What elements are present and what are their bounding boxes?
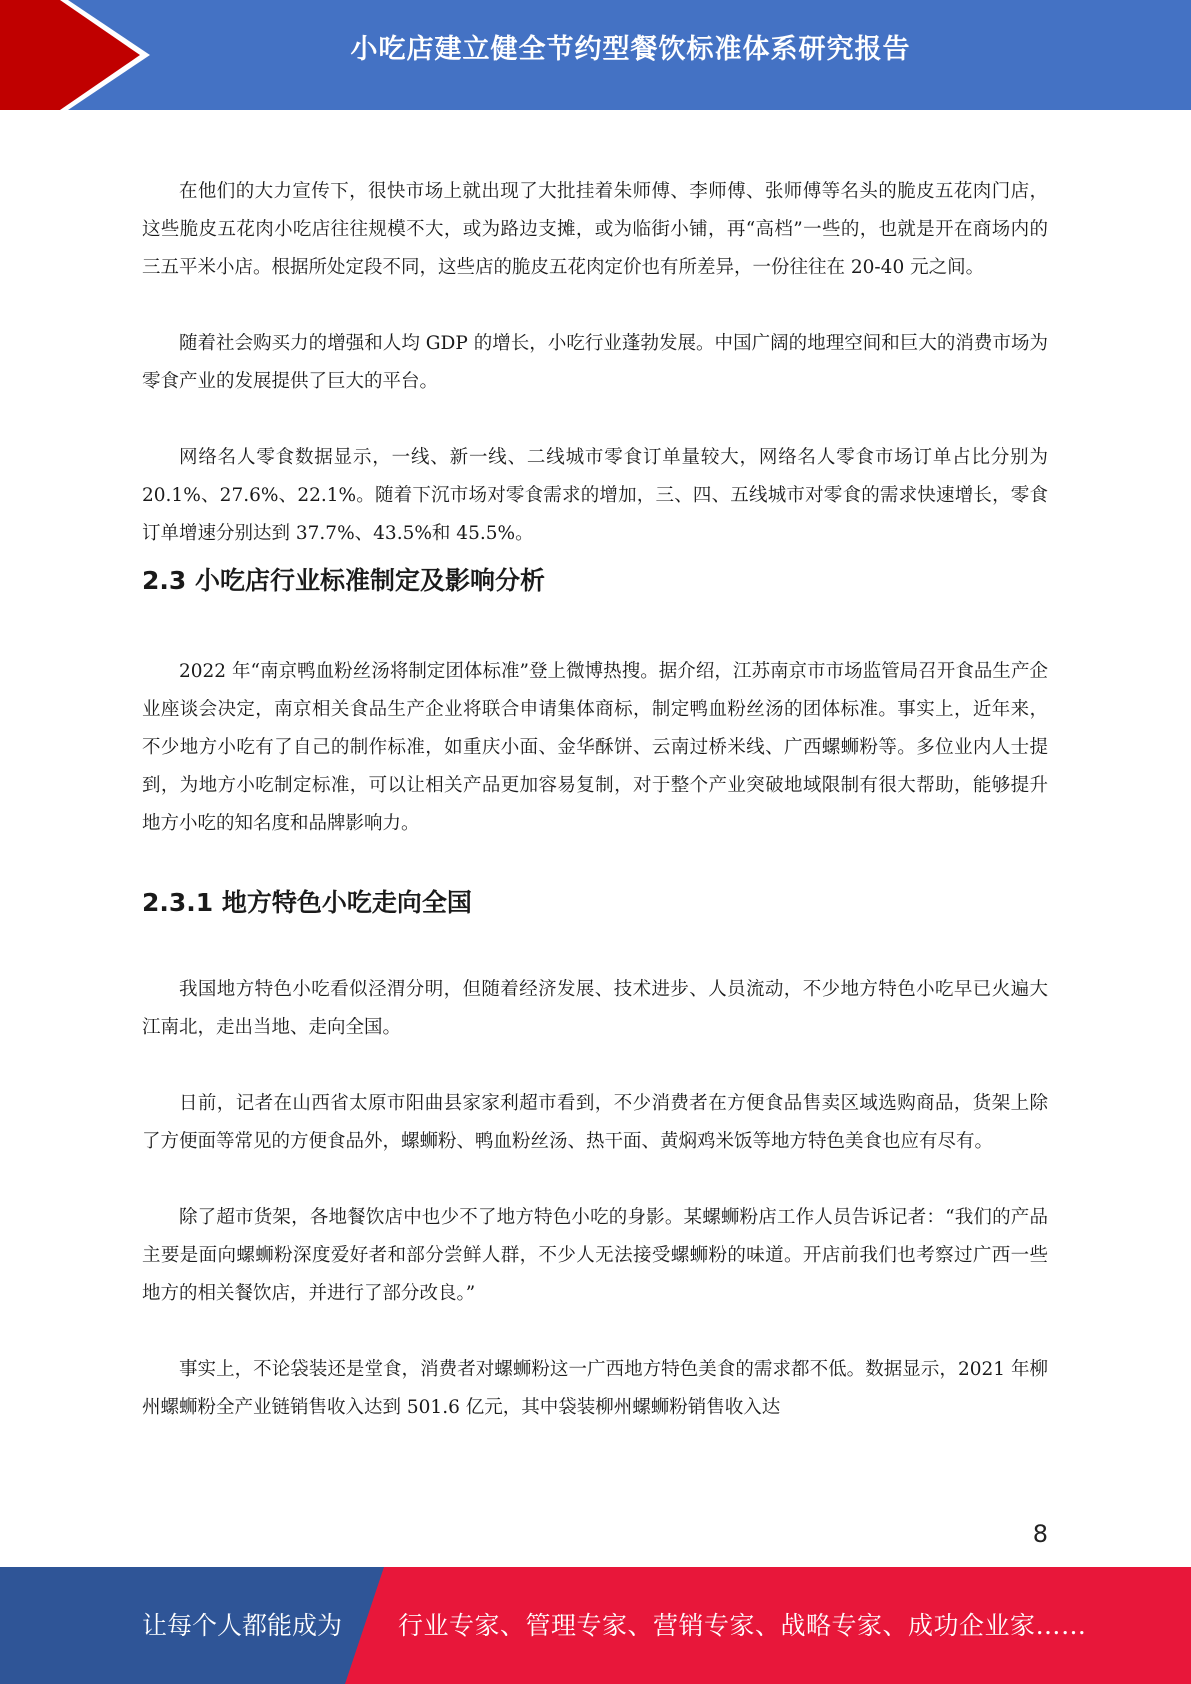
body-paragraph: 日前，记者在山西省太原市阳曲县家家利超市看到，不少消费者在方便食品售卖区域选购商品，货架上除了方便面等常见的方便食品外，螺蛳粉、鸭血粉丝汤、热干面、黄焖鸡米饭等地方特色美食也应有尽有。	[142, 1093, 1048, 1152]
body-paragraph: 2022 年“南京鸭血粉丝汤将制定团体标准”登上微博热搜。据介绍，江苏南京市市场监管局召开食品生产企业座谈会决定，南京相关食品生产企业将联合申请集体商标，制定鸭血粉丝汤的团体标准。事实上，近年来，不少地方小吃有了自己的制作标准，如重庆小面、金华酥饼、云南过桥米线、广西螺蛳粉等。多位业内人士提到，为地方小吃制定标准，可以让相关产品更加容易复制，对于整个产业突破地域限制有很大帮助，能够提升地方小吃的知名度和品牌影响力。	[142, 661, 1048, 834]
page-header	[0, 0, 1191, 110]
section-heading-2-3: 2.3 小吃店行业标准制定及影响分析	[142, 566, 545, 595]
footer-slogan-right: 行业专家、管理专家、营销专家、战略专家、成功企业家……	[398, 1611, 1087, 1640]
footer-slogan-left: 让每个人都能成为	[142, 1611, 343, 1640]
body-paragraph: 除了超市货架，各地餐饮店中也少不了地方特色小吃的身影。某螺蛳粉店工作人员告诉记者：“我们的产品主要是面向螺蛳粉深度爱好者和部分尝鲜人群，不少人无法接受螺蛳粉的味道。开店前我们也考察过广西一些地方的相关餐饮店，并进行了部分改良。”	[142, 1207, 1048, 1304]
page-number: 8	[1032, 1520, 1048, 1548]
body-paragraph: 事实上，不论袋装还是堂食，消费者对螺蛳粉这一广西地方特色美食的需求都不低。数据显示，2021 年柳州螺蛳粉全产业链销售收入达到 501.6 亿元，其中袋装柳州螺蛳粉销售收入达	[142, 1359, 1048, 1418]
document-body	[142, 173, 1048, 1465]
body-paragraph: 在他们的大力宣传下，很快市场上就出现了大批挂着朱师傅、李师傅、张师傅等名头的脆皮五花肉门店，这些脆皮五花肉小吃店往往规模不大，或为路边支摊，或为临街小铺，再“高档”一些的，也就是开在商场内的三五平米小店。根据所处定段不同，这些店的脆皮五花肉定价也有所差异，一份往往在 20-40 元之间。	[142, 181, 1048, 278]
body-paragraph: 随着社会购买力的增强和人均 GDP 的增长，小吃行业蓬勃发展。中国广阔的地理空间和巨大的消费市场为零食产业的发展提供了巨大的平台。	[142, 333, 1048, 392]
page-footer	[0, 1567, 1191, 1684]
body-paragraph: 网络名人零食数据显示，一线、新一线、二线城市零食订单量较大，网络名人零食市场订单占比分别为 20.1%、27.6%、22.1%。随着下沉市场对零食需求的增加，三、四、五线城市对零食的需求快速增长，零食订单增速分别达到 37.7%、43.5%和 45.5%。	[142, 447, 1048, 544]
report-title: 小吃店建立健全节约型餐饮标准体系研究报告	[350, 34, 911, 65]
section-heading-2-3-1: 2.3.1 地方特色小吃走向全国	[142, 888, 472, 917]
body-paragraph: 我国地方特色小吃看似泾渭分明，但随着经济发展、技术进步、人员流动，不少地方特色小吃早已火遍大江南北，走出当地、走向全国。	[142, 979, 1048, 1038]
